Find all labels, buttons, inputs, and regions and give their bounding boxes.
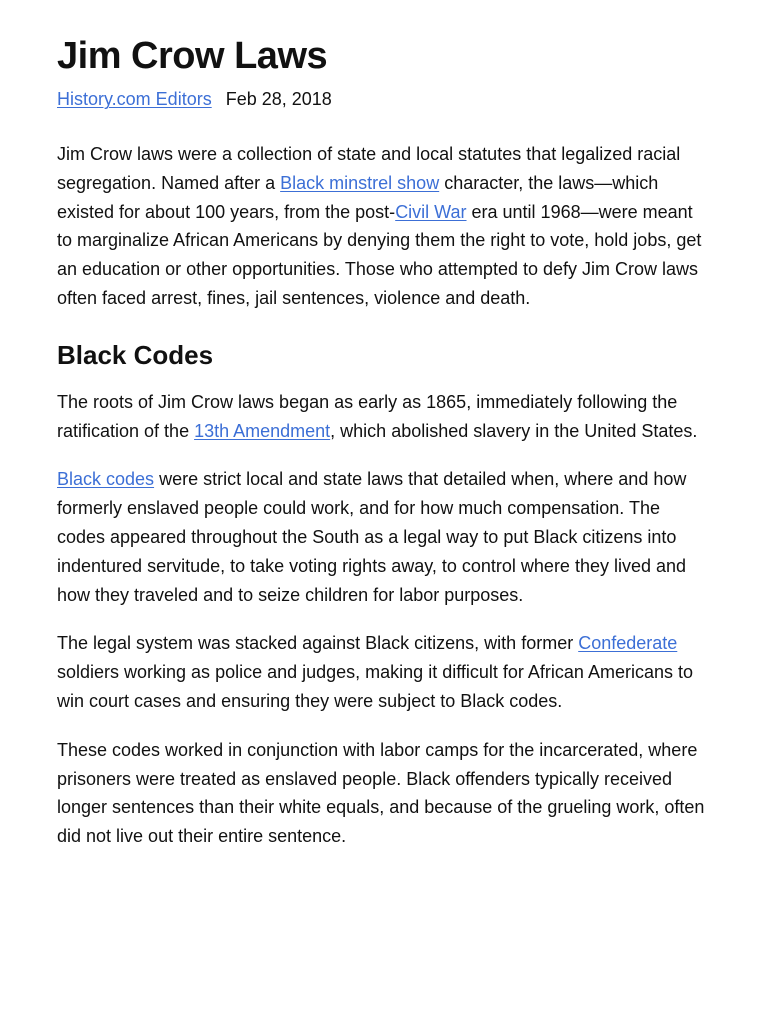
byline: [57, 86, 711, 112]
intro-text-2: character, the laws—which existed for about 100 years, from the post-: [57, 172, 659, 222]
confederate-link[interactable]: Confederate: [578, 633, 678, 654]
paragraph-labor-camps: [57, 736, 711, 851]
paragraph-legal-system: [57, 629, 711, 715]
roots-text-2: , which abolished slavery in the United States.: [330, 420, 698, 441]
legal-text-1: The legal system was stacked against Black citizens, with former: [57, 633, 579, 654]
black-codes-text-1: were strict local and state laws that detailed when, where and how formerly enslaved people could work, and for how much compensation. The codes appeared throughout the South as a legal way to put Black citizens into indentured servitude, to take voting rights away, to control where they lived and how they traveled and to seize children for labor purposes.: [57, 469, 687, 605]
black-codes-link[interactable]: Black codes: [57, 469, 155, 490]
section-heading: Black Codes: [57, 339, 214, 370]
black-minstrel-show-link[interactable]: Black minstrel show: [280, 172, 440, 193]
black-codes-section: [57, 338, 711, 851]
author-link[interactable]: History.com Editors: [57, 89, 212, 109]
labor-text-1: These codes worked in conjunction with labor camps for the incarcerated, where prisoners were treated as enslaved people. Black offenders typically received longer sentences than their white equals, and because of the grueling work, often did not live out their entire sentence.: [57, 739, 705, 847]
13th-amendment-link[interactable]: 13th Amendment: [194, 420, 331, 441]
intro-paragraph: [57, 140, 711, 313]
paragraph-roots: [57, 388, 711, 446]
page-title: Jim Crow Laws: [57, 35, 328, 77]
civil-war-link[interactable]: Civil War: [395, 201, 467, 222]
legal-text-2: soldiers working as police and judges, making it difficult for African Americans to win court cases and ensuring they were subject to Black codes.: [57, 662, 693, 711]
roots-text-1: The roots of Jim Crow laws began as early as 1865, immediately following the ratification of the: [57, 391, 678, 441]
intro-text-3: era until 1968—were meant to marginalize African Americans by denying them the right to vote, hold jobs, get an education or other opportunities. Those who attempted to defy Jim Crow laws often faced arrest, fines, jail sentences, violence and death.: [57, 201, 702, 308]
paragraph-black-codes: [57, 465, 711, 609]
intro-text-1: Jim Crow laws were a collection of state and local statutes that legalized racial segregation. Named after a: [57, 144, 681, 193]
publish-date: Feb 28, 2018: [225, 89, 332, 109]
